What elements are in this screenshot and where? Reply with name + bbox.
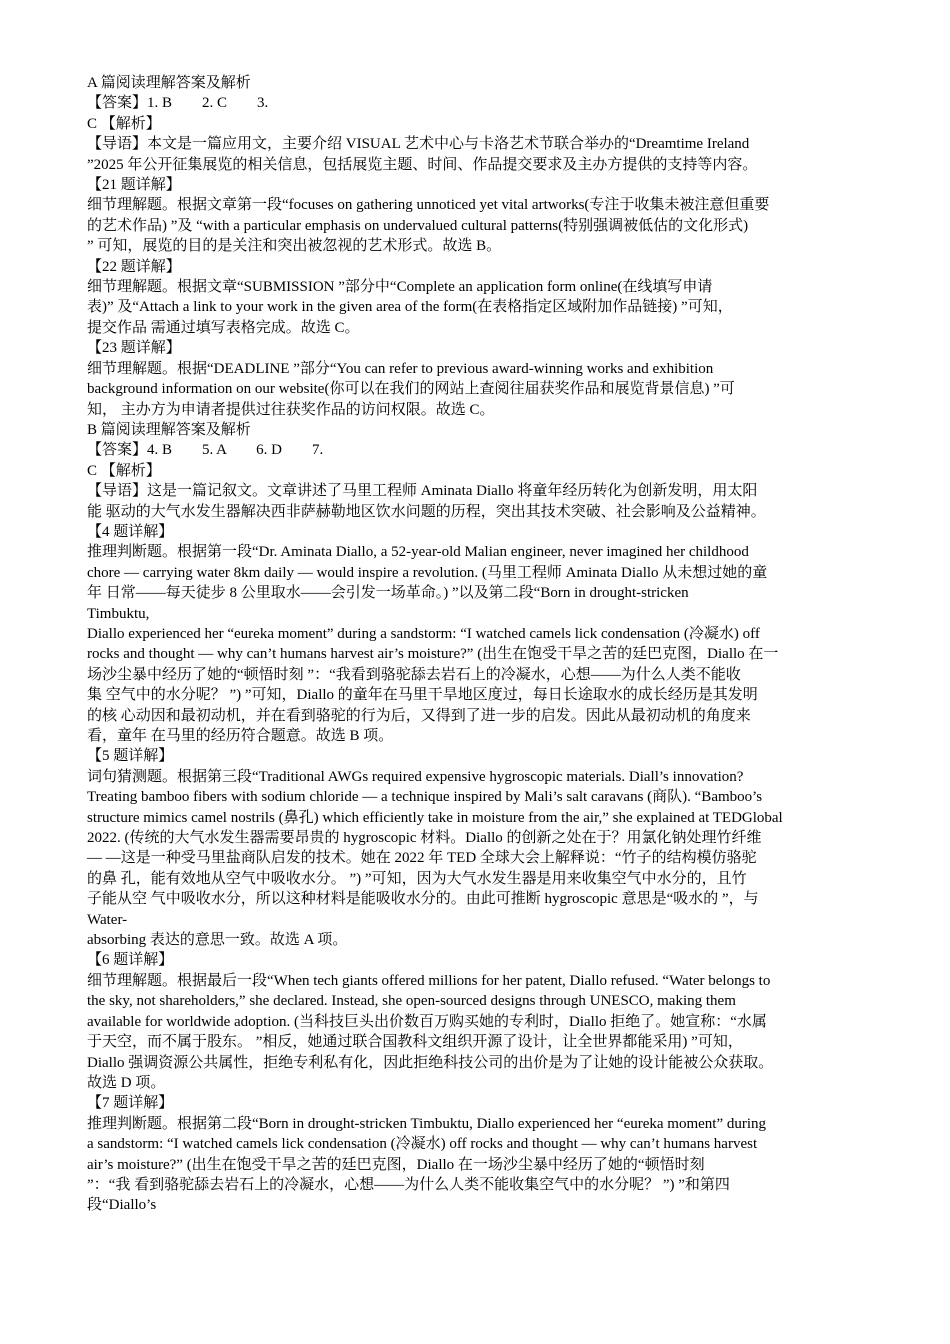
text-line: 的艺术作品) ”及 “with a particular emphasis on undervalued cultural patterns(特别强调被低估的文化形式) [87, 217, 749, 234]
text-line: 【导语】这是一篇记叙文。文章讲述了马里工程师 Aminata Diallo 将童年经历转化为创新发明，用太阳 [87, 483, 758, 500]
text-line: ”：“我 看到骆驼舔去岩石上的冷凝水，心想——为什么人类不能收集空气中的水分呢？ ”) ”和第四 [87, 1176, 730, 1193]
text-line: C 【解析】 [87, 462, 161, 479]
text-line: the sky, not shareholders,” she declared. Instead, she open-sourced designs through UNESCO, making them [87, 993, 736, 1010]
text-line: 【6 题详解】 [87, 952, 174, 969]
text-line: rocks and thought — why can’t humans harvest air’s moisture?” (出生在饱受干旱之苦的廷巴克图，Diallo 在一 [87, 646, 779, 663]
text-line: 细节理解题。根据文章“SUBMISSION ”部分中“Complete an application form online(在线填写申请 [87, 279, 713, 296]
text-line: chore — carrying water 8km daily — would inspire a revolution. (马里工程师 Aminata Diallo 从未想过她的童 [87, 564, 768, 581]
text-line: 【5 题详解】 [87, 748, 174, 765]
text-line: absorbing 表达的意思一致。故选 A 项。 [87, 932, 348, 949]
text-line: 【4 题详解】 [87, 523, 174, 540]
text-line: 表)” 及“Attach a link to your work in the given area of the form(在表格指定区域附加作品链接) ”可知， [87, 299, 733, 316]
text-line: 年 日常——每天徒步 8 公里取水——会引发一场革命。) ”以及第二段“Born in drought-stricken [87, 585, 689, 602]
text-line: air’s moisture?” (出生在饱受干旱之苦的廷巴克图，Diallo 在一场沙尘暴中经历了她的“顿悟时刻 [87, 1156, 705, 1173]
text-line: 【答案】4. B 5. A 6. D 7. [87, 442, 324, 459]
text-line: 细节理解题。根据“DEADLINE ”部分“You can refer to previous award-winning works and exhibition [87, 360, 714, 377]
text-line: 于天空，而不属于股东。 ”相反，她通过联合国教科文组织开源了设计，让全世界都能采用) ”可知， [87, 1034, 743, 1051]
text-line: 知， 主办方为申请者提供过往获奖作品的访问权限。故选 C。 [87, 401, 495, 418]
text-line: Diallo experienced her “eureka moment” during a sandstorm: “I watched camels lick condensation (冷凝水) off [87, 625, 760, 642]
text-line: 【23 题详解】 [87, 340, 181, 357]
text-line: 推理判断题。根据第二段“Born in drought-stricken Timbuktu, Diallo experienced her “eureka moment” during [87, 1115, 767, 1132]
text-line: 场沙尘暴中经历了她的“顿悟时刻 ”：“我看到骆驼舔去岩石上的冷凝水，心想——为什么人类不能收 [87, 666, 741, 683]
text-line: 故选 D 项。 [87, 1074, 166, 1091]
text-line: Treating bamboo fibers with sodium chloride — a technique inspired by Mali’s salt caravans (商队). “Bamboo’s [87, 789, 763, 806]
text-line: 集 空气中的水分呢？ ”) ”可知，Diallo 的童年在马里干旱地区度过，每日长途取水的成长经历是其发明 [87, 687, 758, 704]
text-line: 【答案】1. B 2. C 3. [87, 95, 269, 112]
text-line: — —这是一种受马里盐商队启发的技术。她在 2022 年 TED 全球大会上解释说：“竹子的结构模仿骆驼 [87, 850, 757, 867]
text-line: 词句猜测题。根据第三段“Traditional AWGs required expensive hygroscopic materials. Diall’s innovation? [87, 768, 744, 785]
text-line: B 篇阅读理解答案及解析 [87, 421, 251, 438]
text-line: background information on our website(你可以在我们的网站上查阅往届获奖作品和展览背景信息) ”可 [87, 381, 735, 398]
text-line: 2022. (传统的大气水发生器需要昂贵的 hygroscopic 材料。Diallo 的创新之处在于？用氯化钠处理竹纤维 [87, 830, 762, 847]
text-line: 的核 心动因和最初动机，并在看到骆驼的行为后，又得到了进一步的启发。因此从最初动机的角度来 [87, 707, 751, 724]
text-line: A 篇阅读理解答案及解析 [87, 75, 251, 91]
text-line: a sandstorm: “I watched camels lick condensation (冷凝水) off rocks and thought — why can’t humans harvest [87, 1136, 758, 1153]
text-line: 【导语】本文是一篇应用文，主要介绍 VISUAL 艺术中心与卡洛艺术节联合举办的“Dreamtime Ireland [87, 136, 750, 153]
text-line: 细节理解题。根据文章第一段“focuses on gathering unnoticed yet vital artworks(专注于收集未被注意但重要 [87, 197, 770, 214]
text-line: 看，童年 在马里的经历符合题意。故选 B 项。 [87, 728, 394, 744]
text-line: 子能从空 气中吸收水分，所以这种材料是能吸收水分的。由此可推断 hygroscopic 意思是“吸水的 ”，与 [87, 891, 759, 908]
text-line: 细节理解题。根据最后一段“When tech giants offered millions for her patent, Diallo refused. “Water belongs to [87, 972, 771, 989]
text-line: 推理判断题。根据第一段“Dr. Aminata Diallo, a 52-year-old Malian engineer, never imagined her childhood [87, 544, 749, 561]
text-line: available for worldwide adoption. (当科技巨头出价数百万购买她的专利时，Diallo 拒绝了。她宣称：“水属 [87, 1013, 767, 1030]
text-line: 提交作品 需通过填写表格完成。故选 C。 [87, 319, 360, 336]
text-line: 【7 题详解】 [87, 1095, 174, 1112]
text-line: 的鼻 孔，能有效地从空气中吸收水分。 ”) ”可知，因为大气水发生器是用来收集空气中水分的，且竹 [87, 870, 747, 887]
text-line: 【21 题详解】 [87, 177, 181, 194]
text-line: ”2025 年公开征集展览的相关信息，包括展览主题、时间、作品提交要求及主办方提供的支持等内容。 [87, 156, 758, 173]
text-line: C 【解析】 [87, 115, 161, 132]
text-line: 段“Diallo’s [87, 1197, 157, 1214]
text-line: Water- [87, 911, 128, 928]
text-line: 能 驱动的大气水发生器解决西非萨赫勒地区饮水问题的历程，突出其技术突破、社会影响及公益精神。 [87, 503, 766, 520]
text-line: Diallo 强调资源公共属性，拒绝专利私有化，因此拒绝科技公司的出价是为了让她的设计能被公众获取。 [87, 1054, 774, 1071]
text-line: Timbuktu, [87, 605, 150, 622]
text-line: 【22 题详解】 [87, 258, 181, 275]
text-line: structure mimics camel nostrils (鼻孔) which efficiently take in moisture from the air,” she explained at TEDGlobal [87, 809, 783, 826]
document-page [87, 73, 867, 1216]
text-line: ” 可知，展览的目的是关注和突出被忽视的艺术形式。故选 B。 [87, 238, 502, 255]
